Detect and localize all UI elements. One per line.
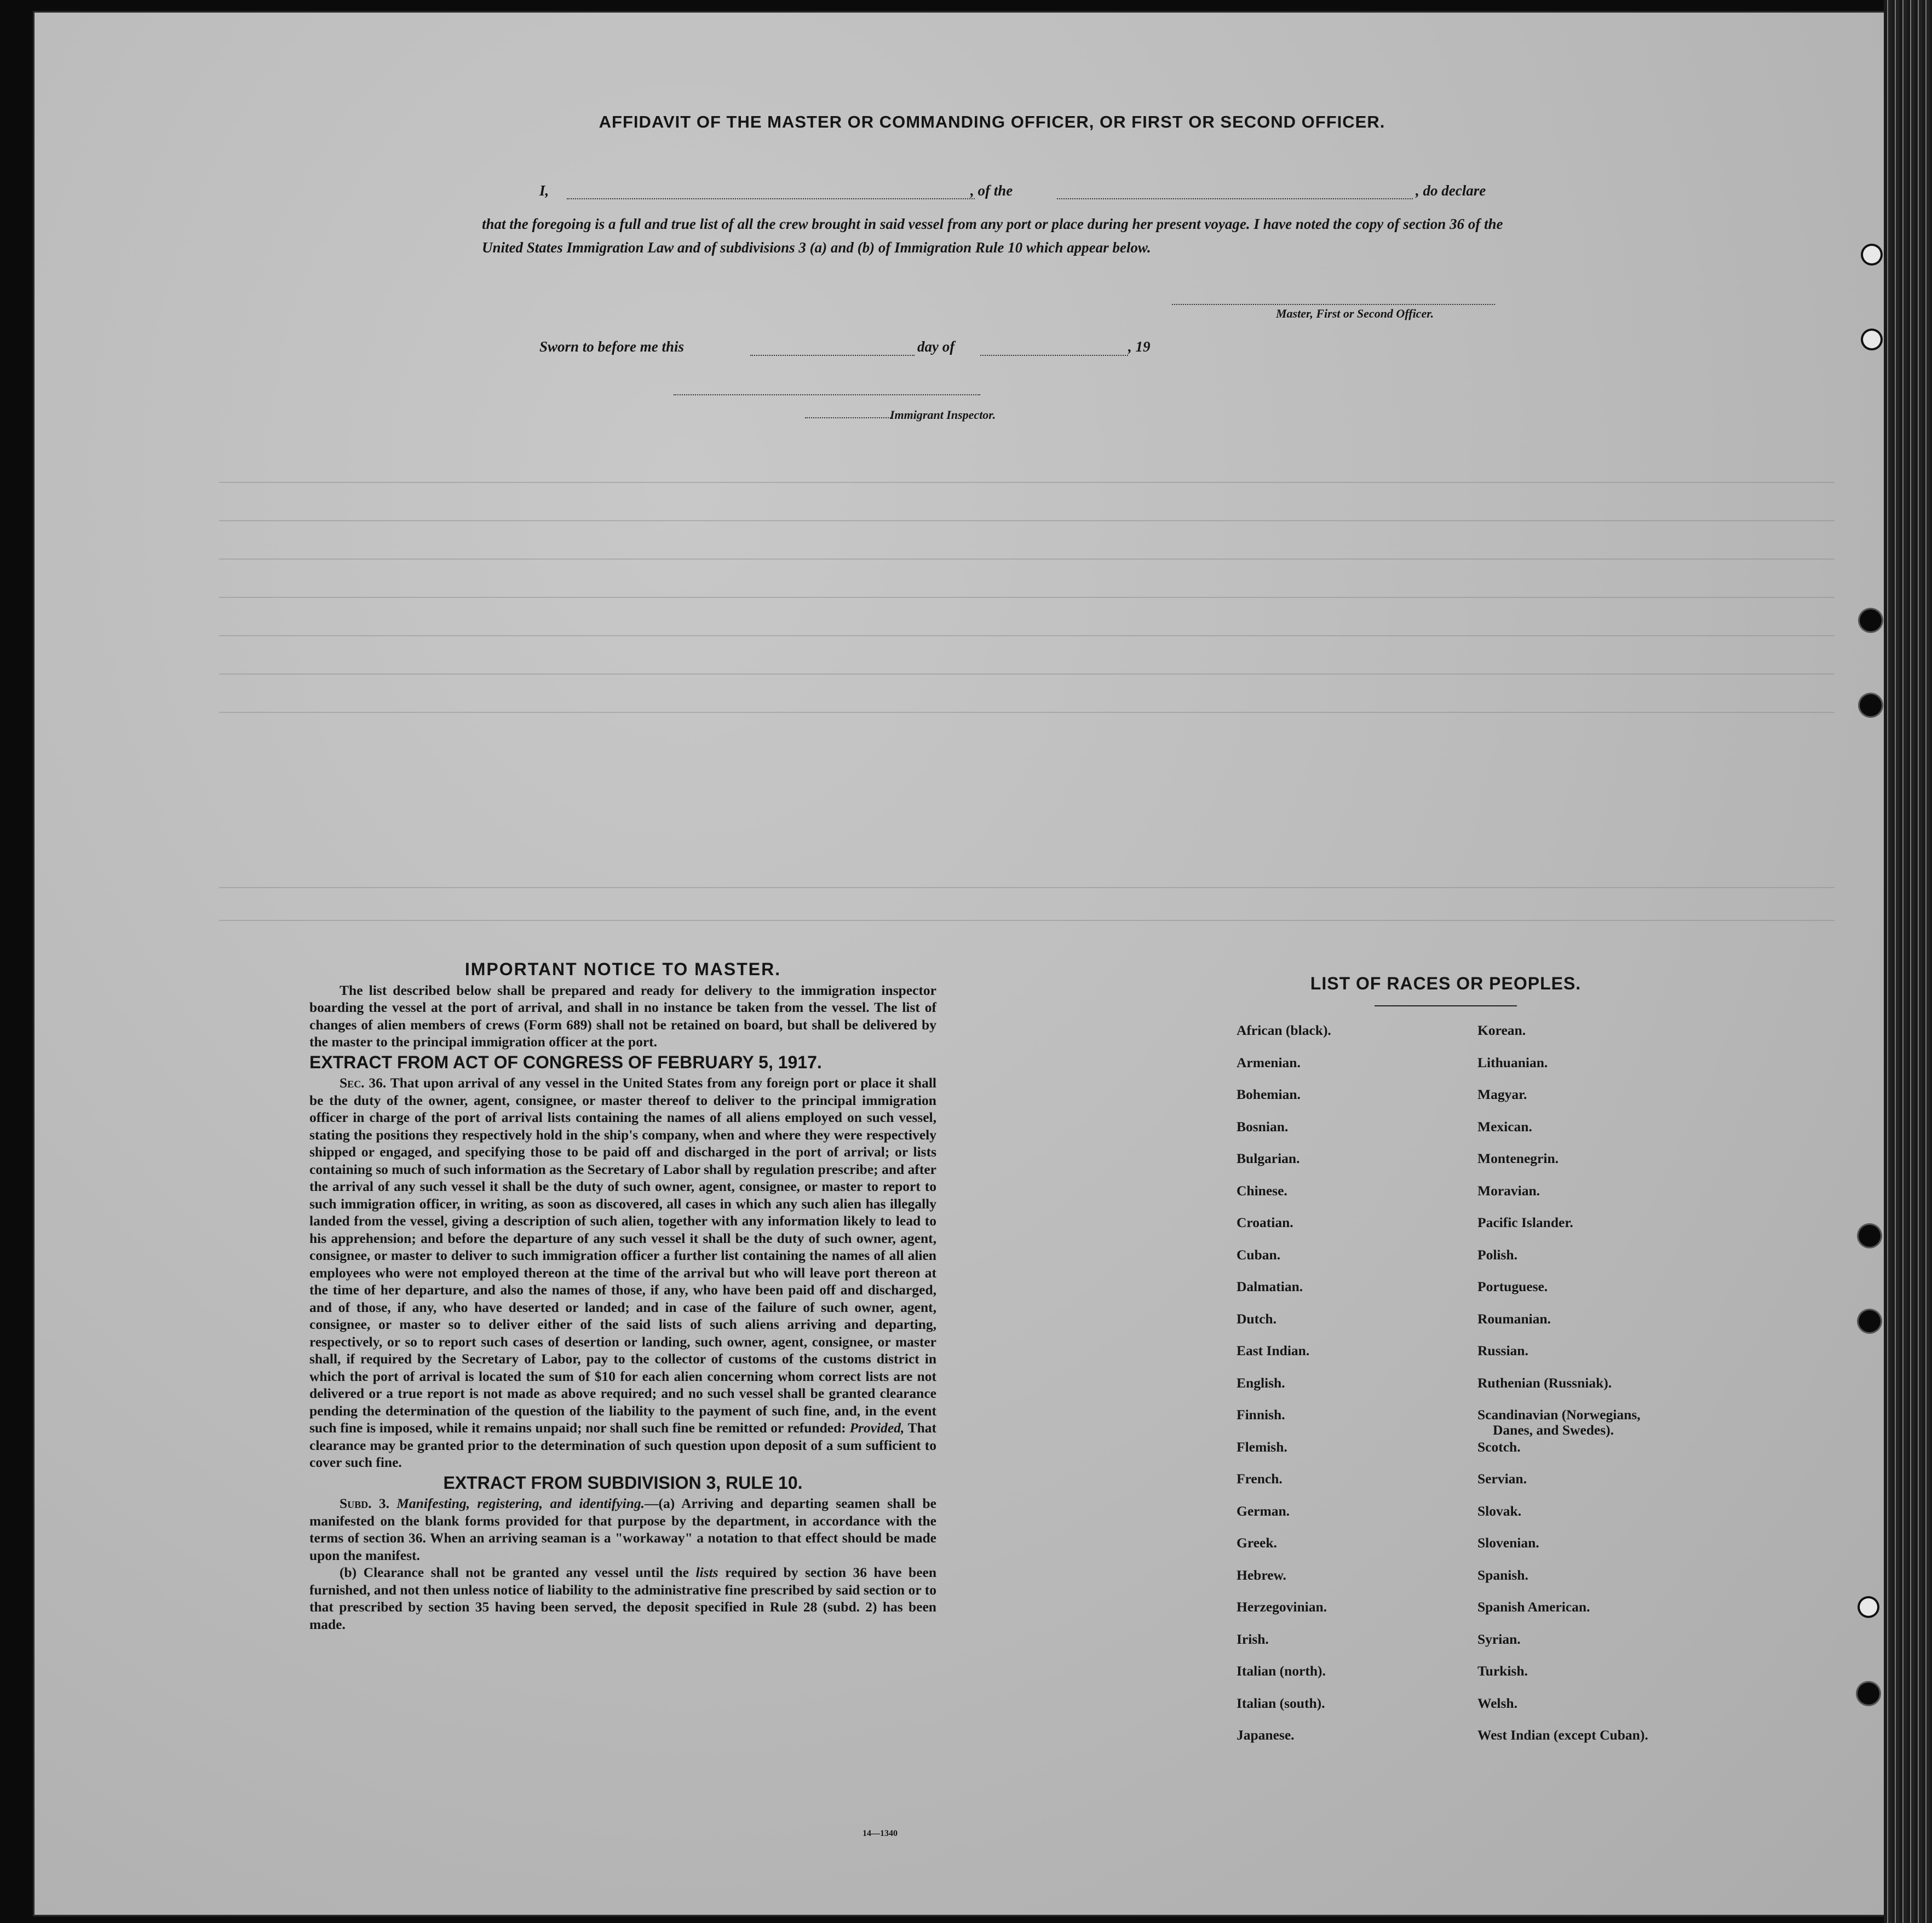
race-item: French. [1237,1471,1283,1487]
affidavit-do-declare: , do declare [1416,182,1486,199]
subdivision-b-prefix: (b) Clearance shall not be granted any vessel until the [340,1564,689,1580]
bleed-rule [219,635,1835,636]
race-item: Herzegovinian. [1237,1599,1327,1615]
race-item: Magyar. [1477,1086,1527,1102]
race-item: Korean. [1477,1022,1526,1038]
race-item: Dutch. [1237,1310,1277,1327]
provided-word: Provided, [849,1420,905,1436]
race-item: Finnish. [1237,1407,1285,1423]
signature-caption: Master, First or Second Officer. [1276,307,1434,320]
subdivision-heading: Manifesting, registering, and identifying. [396,1495,645,1511]
binder-hole [1858,1683,1879,1705]
race-item: Flemish. [1237,1438,1287,1455]
vessel-blank [1057,198,1413,199]
inspector-blank-2 [805,417,893,418]
race-item: Slovak. [1477,1502,1522,1519]
race-item: Scandinavian (Norwegians, [1477,1407,1641,1423]
subdivision-b-paragraph [309,1564,936,1633]
race-item: Russian. [1477,1343,1528,1358]
section-36-tail: That clearance may be granted prior to the determination of such question upon deposit of a sum sufficient to cover such fine. [309,1420,936,1470]
binder-hole [1859,1310,1881,1332]
subdivision-a-text: —(a) Arriving and departing seamen shall be manifested on the blank forms provided for that purpose by the department, in accordance with the terms of section 36. When an arriving seaman is a "workaway" a notation to that effect should be made upon the manifest. [309,1495,936,1563]
race-item: Turkish. [1477,1663,1528,1679]
month-blank [980,355,1128,356]
bleed-rule [219,520,1835,521]
race-item: East Indian. [1237,1343,1310,1358]
bleed-rule [219,887,1835,888]
race-item: German. [1237,1502,1290,1519]
subdivision-label: Subd. 3. [340,1495,389,1511]
bleed-rule [219,673,1835,675]
race-item: Pacific Islander. [1477,1214,1573,1230]
rule-extract-title: EXTRACT FROM SUBDIVISION 3, RULE 10. [443,1472,803,1493]
race-item: Danes, and Swedes). [1493,1422,1614,1438]
section-label: Sec. 36. [340,1075,387,1091]
race-item: Ruthenian (Russniak). [1477,1374,1612,1391]
bleed-rule [219,712,1835,713]
binder-hole [1859,1225,1881,1247]
binder-hole [1861,244,1883,266]
race-item: West Indian (except Cuban). [1477,1727,1648,1743]
race-item: Roumanian. [1477,1310,1551,1327]
notice-paragraph: The list described below shall be prepared and ready for delivery to the immigration inspector boarding the vessel at the port of arrival, and shall in no instance be taken from the vessel. The list of changes of alien members of crews (Form 689) shall not be retained on board, but shall be delivered by the master to the principal immigration officer at the port. [309,982,936,1050]
bleed-rule [219,482,1835,483]
race-item: Irish. [1237,1631,1269,1647]
race-item: Chinese. [1237,1182,1287,1199]
race-item: Spanish American. [1477,1599,1590,1615]
lists-word: lists [695,1564,718,1580]
binder-hole [1858,1596,1879,1618]
affidavit-title: AFFIDAVIT OF THE MASTER OR COMMANDING OFFICER, OR FIRST OR SECOND OFFICER. [599,112,1385,131]
race-item: Hebrew. [1237,1567,1286,1583]
race-item: Polish. [1477,1246,1517,1263]
race-item: Lithuanian. [1477,1054,1548,1070]
race-item: Armenian. [1237,1054,1301,1070]
bleed-rule [219,559,1835,560]
notice-title: IMPORTANT NOTICE TO MASTER. [464,959,781,979]
bleed-rule [219,597,1835,598]
race-item: Syrian. [1477,1631,1521,1647]
sworn-year: , 19 [1128,338,1151,355]
race-item: Bosnian. [1237,1118,1289,1135]
subdivision-b-text: required by section 36 have been furnished, and not then unless notice of liability to the administrative fine prescribed by said section or to that prescribed by section 35 having been served, the deposit specified in Rule 28 (subd. 2) has been made. [309,1564,937,1632]
signature-blank [1172,304,1495,305]
race-item: English. [1237,1374,1285,1391]
section-36-text: That upon arrival of any vessel in the United States from any foreign port or place it shall be the duty of the owner, agent, consignee, or master thereof to deliver to the principal immigration officer in charge of the port of arrival lists containing the names of all aliens employed on such vessel, stating the positions they respectively hold in the ship's company, when and where they were respectively shipped or engaged, and specifying those to be paid off and discharged in the port of arrival; or lists containing so much of such information as the Secretary of Labor shall by regulation prescribe; and after the arrival of any such vessel it shall be the duty of such owner, agent, consignee, or master to report to such immigration officer, in writing, as soon as discovered, all cases in which any such alien has illegally landed from the vessel, giving a description of such alien, together with any information likely to lead to his apprehension; and before the departure of any such vessel it shall be the duty of such owner, agent, consignee, or master to deliver to such immigration officer a further list containing the names of all alien employees who were not employed thereon at the time of the arrival but who will leave port thereon at the time of her departure, and also the names of those, if any, who have been paid off and discharged, and of those, if any, who have deserted or landed; and in case of the failure of such owner, agent, consignee, or master so to deliver either of the said lists of such aliens arriving and departing, respectively, or so to report such cases of desertion or landing, such owner, agent, consignee, or master shall, if required by the Secretary of Labor, pay to the collector of customs of the customs district in which the port of arrival is located the sum of $10 for each alien concerning whom correct lists are not delivered or a true report is not made as above required; and no such vessel shall be granted clearance pending the determination of the question of the liability to the payment of such fine, and, in the event such fine is imposed, while it remains unpaid; nor shall such fine be remitted or refunded: [309,1075,936,1436]
day-blank [750,355,915,356]
section-36-paragraph [309,1074,936,1471]
race-item: Dalmatian. [1237,1279,1303,1294]
inspector-blank-1 [674,394,980,395]
race-item: Welsh. [1477,1695,1517,1711]
race-item: Croatian. [1237,1214,1293,1230]
race-item: Italian (south). [1237,1695,1325,1711]
affidavit-of-the: , of the [970,182,1013,199]
binder-hole [1861,329,1883,350]
races-title-rule [1375,1005,1517,1006]
inspector-caption: Immigrant Inspector. [890,408,996,422]
race-item: Bulgarian. [1237,1150,1300,1166]
race-item: Slovenian. [1477,1535,1539,1551]
race-item: Greek. [1237,1535,1277,1551]
binder-hole [1860,609,1882,631]
race-item: Scotch. [1477,1438,1521,1455]
bleed-rule [219,920,1835,921]
race-item: Montenegrin. [1477,1150,1559,1166]
race-item: Bohemian. [1237,1086,1301,1102]
notice-block [309,961,936,1633]
stacked-page-edges [1884,0,1932,1923]
race-item: Spanish. [1477,1567,1528,1583]
races-title: LIST OF RACES OR PEOPLES. [1310,974,1582,993]
race-item: Portuguese. [1477,1279,1548,1294]
race-item: Moravian. [1477,1182,1540,1199]
affidavit-body: that the foregoing is a full and true list of all the crew brought in said vessel from any port or place during her present voyage. I have noted the copy of section 36 of the United States Immigration Law and of subdivisions 3 (a) and (b) of Immigration Rule 10 which appear below. [482,216,1503,256]
subdivision-a-paragraph [309,1495,936,1564]
binder-hole [1860,694,1882,716]
form-number: 14—1340 [863,1829,898,1838]
affidavit-i: I, [539,182,549,199]
race-item: Cuban. [1237,1246,1281,1263]
race-item: Mexican. [1477,1118,1532,1135]
act-extract-title: EXTRACT FROM ACT OF CONGRESS OF FEBRUARY 5, 1917. [309,1052,822,1072]
name-blank [567,198,975,199]
race-item: Italian (north). [1237,1663,1326,1679]
sworn-day-of: day of [917,338,955,355]
race-item: Servian. [1477,1471,1527,1487]
race-item: Japanese. [1237,1727,1295,1743]
sworn-prefix: Sworn to before me this [539,338,685,355]
race-item: African (black). [1237,1022,1331,1038]
